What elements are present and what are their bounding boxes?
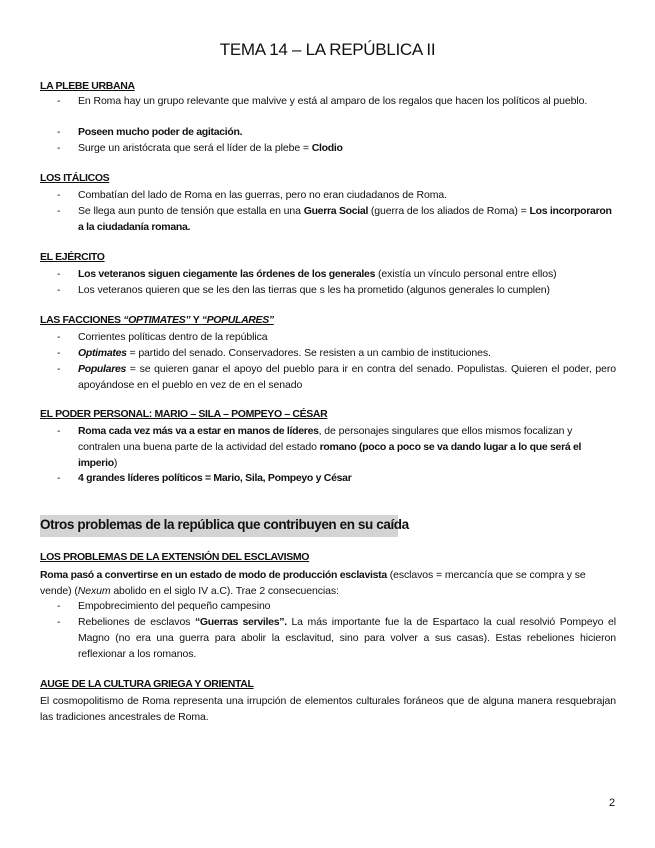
bullet-dash: - — [57, 189, 61, 201]
facciones-bullet-2-text: = partido del senado. Conservadores. Se resisten a un cambio de instituciones. — [126, 347, 491, 359]
poder-bullet-1-bold2: romano (poco a poco se va dando lugar a lo que será el imperio — [78, 441, 582, 469]
esclavismo-nexum: Nexum — [77, 585, 111, 597]
bullet-dash: - — [57, 142, 61, 154]
heading-poder-personal: EL PODER PERSONAL: MARIO – SILA – POMPEYO – CÉSAR — [40, 408, 328, 420]
plebe-bullet-3 — [78, 140, 616, 156]
esclavismo-paragraph-text2: abolido en el siglo IV a.C). Trae 2 consecuencias: — [110, 585, 339, 597]
esclavismo-paragraph — [40, 567, 616, 599]
poder-bullet-1-end: ) — [113, 457, 118, 469]
facciones-bullet-3 — [78, 361, 616, 393]
facciones-bullet-2 — [78, 345, 616, 361]
italicos-bullet-2-text: Se llega aun punto de tensión que estalla en una — [78, 205, 304, 217]
bullet-dash: - — [57, 600, 61, 612]
bullet-dash: - — [57, 347, 61, 359]
bullet-dash: - — [57, 95, 61, 107]
italicos-bullet-1: Combatían del lado de Roma en las guerras, pero no eran ciudadanos de Roma. — [78, 189, 447, 201]
facciones-heading-optimates: “OPTIMATES” — [123, 314, 191, 326]
esclavismo-bullet-1: Empobrecimiento del pequeño campesino — [78, 600, 271, 612]
page-number: 2 — [609, 797, 616, 809]
poder-bullet-2-bold: 4 grandes líderes políticos = Mario, Sila, Pompeyo y César — [78, 472, 352, 484]
plebe-bullet-2 — [78, 124, 616, 140]
facciones-populares-label: Populares — [78, 363, 127, 375]
bullet-dash: - — [57, 205, 61, 217]
ejercito-bullet-1 — [78, 266, 616, 282]
facciones-heading-mid: Y — [190, 314, 202, 326]
facciones-optimates-label: Optimates — [78, 347, 127, 359]
italicos-bullet-2-mid: (guerra de los aliados de Roma) = — [368, 205, 530, 217]
heading-ejercito: EL EJÉRCITO — [40, 251, 105, 263]
esclavismo-bullet-2-rest: La más importante fue la de Espartaco la cual resolvió Pompeyo el Magno (no era una guerra para abolir la esclavitud, sino para volver a sus casas). Estas rebeliones hicieron reflexionar a los romanos. — [78, 616, 616, 660]
heading-otros-problemas: Otros problemas de la república que contribuyen en su caída — [40, 517, 409, 532]
esclavismo-paragraph-bold: Roma pasó a convertirse en un estado de modo de producción esclavista — [40, 569, 387, 581]
bullet-dash: - — [57, 268, 61, 280]
poder-bullet-2 — [78, 470, 616, 486]
bullet-dash: - — [57, 284, 61, 296]
plebe-bullet-3-bold: Clodio — [311, 142, 343, 154]
plebe-bullet-3-text: Surge un aristócrata que será el líder de la plebe = — [78, 142, 312, 154]
facciones-bullet-1: Corrientes políticas dentro de la república — [78, 331, 268, 343]
poder-bullet-1 — [78, 423, 616, 471]
bullet-dash: - — [57, 472, 61, 484]
plebe-bullet-1: En Roma hay un grupo relevante que malvive y está al amparo de los regalos que hacen los políticos al pueblo. — [78, 95, 588, 107]
bullet-dash: - — [57, 331, 61, 343]
bullet-dash: - — [57, 425, 61, 437]
esclavismo-bullet-2 — [78, 614, 616, 662]
italicos-bullet-2 — [78, 203, 616, 235]
bullet-dash: - — [57, 363, 61, 375]
poder-bullet-1-bold: Roma cada vez más va a estar en manos de líderes — [78, 425, 319, 437]
esclavismo-bullet-2-text: Rebeliones de esclavos — [78, 616, 195, 628]
ejercito-bullet-1-text: (existía un vínculo personal entre ellos) — [375, 268, 557, 280]
page-title: TEMA 14 – LA REPÚBLICA II — [219, 40, 436, 59]
bullet-dash: - — [57, 126, 61, 138]
heading-facciones — [40, 314, 274, 326]
heading-cultura: AUGE DE LA CULTURA GRIEGA Y ORIENTAL — [40, 678, 254, 690]
heading-plebe-urbana: LA PLEBE URBANA — [40, 80, 135, 92]
facciones-heading-pre: LAS FACCIONES — [40, 314, 124, 326]
facciones-heading-populares: “POPULARES” — [201, 314, 274, 326]
plebe-bullet-2-bold: Poseen mucho poder de agitación. — [78, 126, 243, 138]
ejercito-bullet-1-bold: Los veteranos siguen ciegamente las órdenes de los generales — [78, 268, 376, 280]
esclavismo-bullet-2-bold: “Guerras serviles”. — [194, 616, 287, 628]
cultura-paragraph: El cosmopolitismo de Roma representa una irrupción de elementos culturales foráneos que de alguna manera resquebrajan las tradiciones ancestrales de Roma. — [40, 695, 616, 723]
poder-bullet-1-text: , de personajes singulares que ellos mismos focalizan y contralen una buena parte de la actividad del estado — [78, 425, 573, 453]
facciones-bullet-3-text: = se quieren ganar el apoyo del pueblo para ir en contra del senado. Populistas. Quieren el poder, pero apoyándose en el pueblo en vez de en el senado — [78, 363, 616, 391]
bullet-dash: - — [57, 616, 61, 628]
italicos-bullet-2-bold: Guerra Social — [303, 205, 369, 217]
esclavismo-paragraph-text1: (esclavos = mercancía que se compra y se vende) ( — [40, 569, 586, 597]
ejercito-bullet-2: Los veteranos quieren que se les den las tierras que s les ha prometido (algunos generales lo cumplen) — [78, 284, 550, 296]
italicos-bullet-2-bold2: Los incorporaron a la ciudadanía romana. — [78, 205, 612, 233]
heading-italicos: LOS ITÁLICOS — [40, 172, 110, 184]
heading-esclavismo: LOS PROBLEMAS DE LA EXTENSIÓN DEL ESCLAVISMO — [40, 551, 310, 563]
